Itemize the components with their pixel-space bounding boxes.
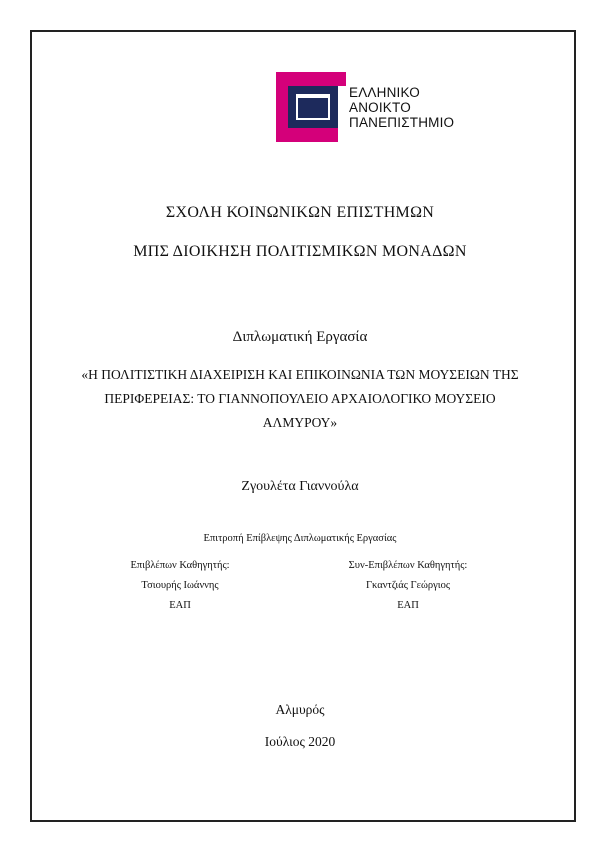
committee-heading: Επιτροπή Επίβλεψης Διπλωματικής Εργασίας [203,533,397,544]
thesis-type: Διπλωματική Εργασία [232,329,368,345]
place: Αλμυρός [275,702,325,717]
co-supervisor-affiliation: ΕΑΠ [397,600,419,611]
thesis-title [55,363,545,435]
school-name: ΣΧΟΛΗ ΚΟΙΝΩΝΙΚΩΝ ΕΠΙΣΤΗΜΩΝ [165,204,435,221]
university-logo [276,72,476,142]
co-supervisor-role: Συν-Επιβλέπων Καθηγητής: [348,560,468,571]
program-name: ΜΠΣ ΔΙΟΙΚΗΣΗ ΠΟΛΙΤΙΣΜΙΚΩΝ ΜΟΝΑΔΩΝ [133,243,467,260]
supervisor-role: Επιβλέπων Καθηγητής: [130,560,230,571]
co-supervisor-name: Γκαντζιάς Γεώργιος [365,580,451,591]
logo-line-1: ΕΛΛΗΝΙΚΟ [349,85,420,100]
logo-emblem-icon [276,72,346,142]
thesis-title-line-3: ΑΛΜΥΡΟΥ» [262,415,338,430]
logo-line-3: ΠΑΝΕΠΙΣΤΗΜΙΟ [349,115,455,130]
co-supervisor-block [328,556,488,616]
supervisor-name: Τσιουρής Ιωάννης [141,580,219,591]
supervisor-affiliation: ΕΑΠ [169,600,191,611]
date: Ιούλιος 2020 [264,734,336,749]
thesis-title-line-1: «Η ΠΟΛΙΤΙΣΤΙΚΗ ΔΙΑΧΕΙΡΙΣΗ ΚΑΙ ΕΠΙΚΟΙΝΩΝΙΑ ΤΩΝ ΜΟΥΣΕΙΩΝ ΤΗΣ [81,367,519,382]
logo-line-2: ΑΝΟΙΚΤΟ [349,100,411,115]
thesis-title-line-2: ΠΕΡΙΦΕΡΕΙΑΣ: ΤΟ ΓΙΑΝΝΟΠΟΥΛΕΙΟ ΑΡΧΑΙΟΛΟΓΙΚΟ ΜΟΥΣΕΙΟ [104,391,496,406]
supervisor-block [100,556,260,616]
author-name: Ζγουλέτα Γιαννούλα [241,479,359,494]
